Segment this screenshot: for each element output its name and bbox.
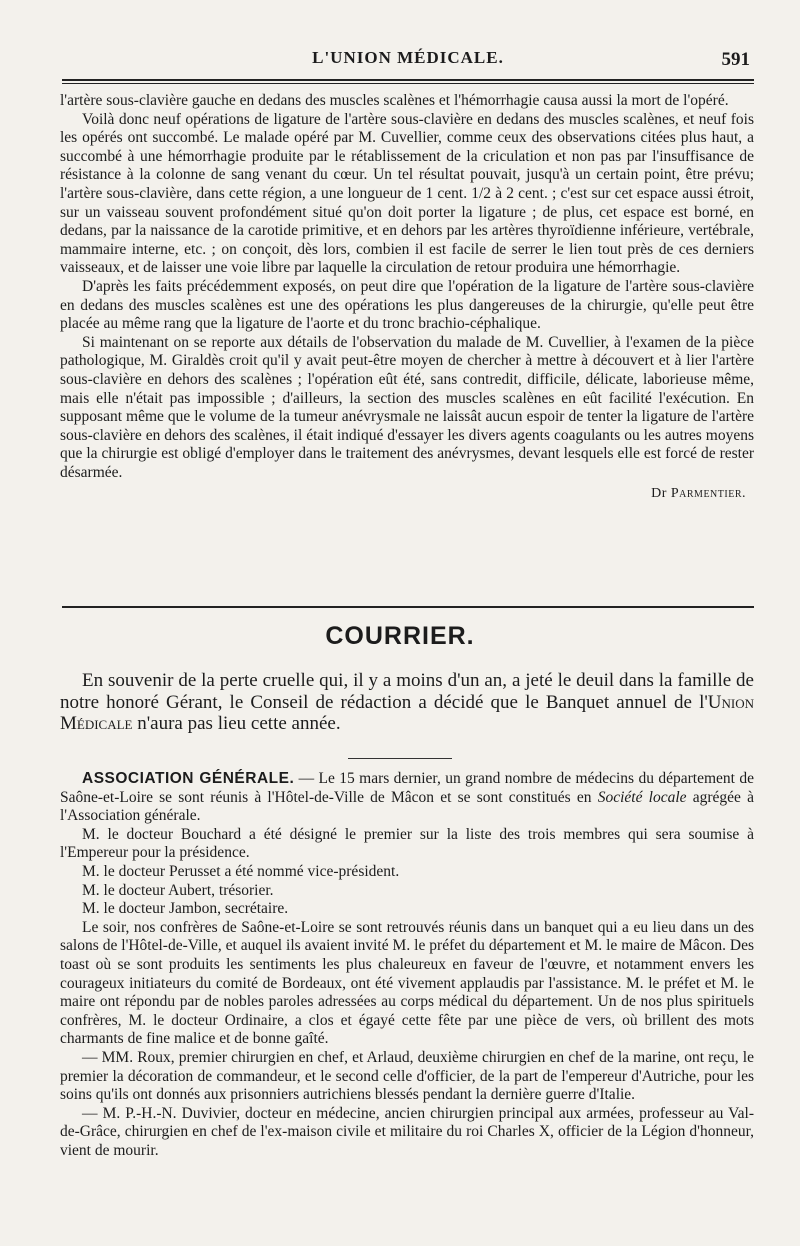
courrier-notice	[60, 670, 754, 735]
journal-name: Union Médicale	[60, 691, 754, 735]
section-title: COURRIER.	[325, 622, 475, 650]
news-paragraph: — M. P.-H.-N. Duvivier, docteur en médecine, ancien chirurgien principal aux armées, professeur au Val-de-Grâce, chirurgien en chef de l'ex-maison civile et militaire du roi Charles X, officier de la Légion d'honneur, vient de mourir.	[60, 1104, 754, 1159]
member-line: M. le docteur Aubert, trésorier.	[82, 881, 274, 899]
article-paragraph: D'après les faits précédemment exposés, on peut dire que l'opération de la ligature de l'artère sous-clavière en dedans des muscles scalènes est une des opérations les plus dangereuses de la chirurgie, qu'elle peut être placée au même rang que la ligature de l'aorte et du tronc brachio-céphalique.	[60, 277, 754, 333]
article-paragraph: l'artère sous-clavière gauche en dedans des muscles scalènes et l'hémorrhagie causa aussi la mort de l'opéré.	[60, 92, 729, 109]
courrier-body	[60, 770, 754, 1160]
short-rule	[348, 758, 452, 759]
notice-text: En souvenir de la perte cruelle qui, il y a moins d'un an, a jeté le deuil dans la famille de notre honoré Gérant, le Conseil de rédaction a décidé que le Banquet annuel de l'	[60, 670, 754, 713]
page-number: 591	[721, 49, 750, 70]
member-line: M. le docteur Bouchard a été désigné le premier sur la liste des trois membres qui sera soumise à l'Empereur pour la présidence.	[60, 825, 754, 862]
association-text: — Le 15 mars dernier, un grand nombre de médecins du département de Saône-et-Loire se sont réunis à l'Hôtel-de-Ville de Mâcon et se sont constitués en	[60, 770, 754, 806]
signature-name: Parmentier.	[670, 486, 746, 502]
running-title: L'UNION MÉDICALE.	[312, 48, 504, 67]
article-paragraph: Voilà donc neuf opérations de ligature de l'artère sous-clavière en dedans des muscles scalènes, et neuf fois les opérés ont succombé. Le malade opéré par M. Cuvellier, comme ceux des observations citées plus haut, a succombé à une hémorrhagie produite par le rétablissement de la criculation et non pas par l'insuffisance de résistance à la colonne de sang venant du cœur. Un tel résultat pouvait, jusqu'à un certain point, être prévu; l'artère sous-clavière, dans cette région, a une longueur de 1 cent. 1/2 à 2 cent. ; c'est sur cet espace aussi étroit, sur un vaisseau souvent profondément situé qu'on doit porter la ligature ; de plus, cet espace est borné, en dedans, par la naissance de la carotide primitive, et en dehors par les artères thyroïdienne inférieure, vertébrale, mammaire interne, etc. ; on conçoit, dès lors, combien il est facile de serrer le lien tout près de ces derniers vaisseaux, et de laisser une voie libre par laquelle la circulation de retour produira une hémorrhagie.	[60, 110, 754, 277]
header-rule	[62, 79, 754, 84]
notice-paragraph	[60, 670, 754, 735]
banquet-paragraph: Le soir, nos confrères de Saône-et-Loire se sont retrouvés réunis dans un banquet qui a eu lieu dans un des salons de l'Hôtel-de-Ville, et auquel ils avaient invité M. le préfet du département et M. le maire de Mâcon. Des toast où se sont produits les sentiments les plus chaleureux en faveur de l'œuvre, et notamment envers les courageux initiateurs du comité de Bordeaux, ont été vivement applaudis par l'assistance. M. le préfet et M. le maire ont répondu par de nobles paroles adressées au corps médical du département. Un de nos plus spirituels confrères, M. le docteur Ordinaire, a clos et égayé cette fête par une pièce de vers, où brillent des mots charmants de fine malice et de bonne gaîté.	[60, 918, 754, 1048]
association-paragraph	[60, 770, 754, 826]
association-text-end: agrégée à l'Association générale.	[60, 788, 755, 825]
association-italic: Société locale	[597, 788, 687, 806]
page-header	[62, 48, 754, 74]
member-line: M. le docteur Perusset a été nommé vice-président.	[82, 862, 400, 880]
article-body	[60, 92, 754, 502]
section-rule	[62, 606, 754, 608]
notice-text-end: n'aura pas lieu cette année.	[132, 713, 341, 735]
member-line: M. le docteur Jambon, secrétaire.	[82, 900, 289, 918]
association-lead: ASSOCIATION GÉNÉRALE.	[82, 770, 295, 787]
signature-prefix: Dr	[651, 486, 671, 502]
article-signature	[60, 486, 746, 502]
news-paragraph: — MM. Roux, premier chirurgien en chef, et Arlaud, deuxième chirurgien en chef de la marine, ont reçu, le premier la décoration de commandeur, et le second celle d'officier, de la part de l'empereur d'Autriche, pour les soins qu'ils ont donnés aux prisonniers autrichiens blessés pendant la dernière guerre d'Italie.	[60, 1048, 754, 1104]
article-paragraph: Si maintenant on se reporte aux détails de l'observation du malade de M. Cuvellier, à l'examen de la pièce pathologique, M. Giraldès croit qu'il y avait peut-être moyen de chercher à mettre à découvert et à lier l'artère sous-clavière en dehors des scalènes ; l'opération eût été, sans contredit, difficile, délicate, laborieuse même, mais elle n'était pas impossible ; d'ailleurs, la section des muscles scalènes en eût facilité l'exécution. En supposant même que le volume de la tumeur anévrysmale ne laissât aucun espoir de tenter la ligature de l'artère sous-clavière en dehors des scalènes, il était indiqué d'essayer les divers agents coagulants ou les autres moyens que la chirurgie est obligé d'employer dans le traitement des anévrysmes, devant lesquels elle est forcé de rester désarmée.	[60, 333, 754, 481]
